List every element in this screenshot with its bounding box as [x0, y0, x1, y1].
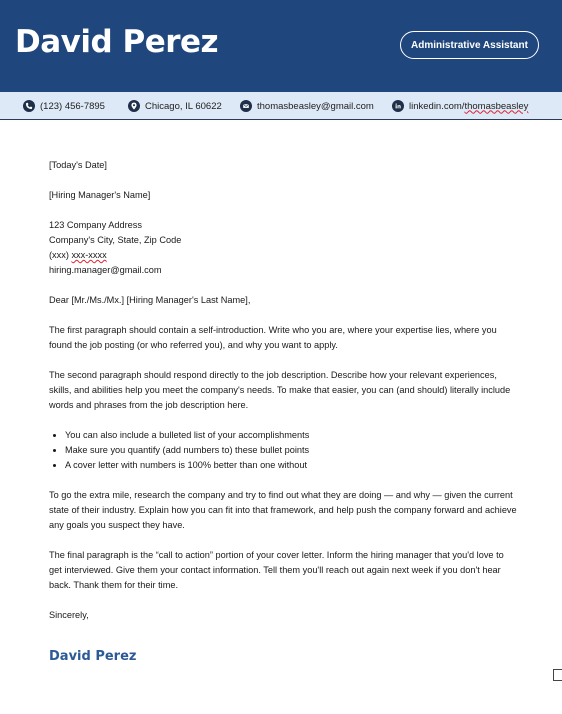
contact-phone-text: (123) 456-7895 [40, 100, 105, 112]
location-pin-icon [128, 100, 140, 112]
linkedin-icon [392, 100, 404, 112]
contact-phone [23, 98, 105, 114]
contact-bar [0, 92, 562, 120]
contact-location-text: Chicago, IL 60622 [145, 100, 222, 112]
letter-date: [Today's Date] [49, 160, 107, 170]
letter-paragraph-1: The first paragraph should contain a self-introduction. Write who you are, where your expertise lies, where you found the job posting (or who referred you), and why you want to apply. [49, 325, 497, 350]
list-item: • A cover letter with numbers is 100% better than one without [65, 458, 519, 473]
letter-closing: Sincerely, [49, 610, 89, 620]
email-icon [240, 100, 252, 112]
address-line-2: Company's City, State, Zip Code [49, 235, 182, 245]
company-phone-prefix: (xxx) [49, 250, 72, 260]
letter-paragraph-3: To go the extra mile, research the company and try to find out what they are doing — and why — given the current state of their industry. Explain how you can fit into that framework, and help push the company forward and achieve any goals you suspect they have. [49, 490, 517, 530]
accomplishment-list [49, 428, 519, 473]
letter-salutation: Dear [Mr./Ms./Mx.] [Hiring Manager's Last Name], [49, 295, 251, 305]
resume-header [0, 0, 562, 92]
company-phone-masked: xxx-xxxx [71, 250, 107, 260]
letter-paragraph-2: The second paragraph should respond directly to the job description. Describe how your relevant experiences, skills, and abilities help you meet the company's needs. To make that easier, you can (and should) literally include words and phrases from the job description here. [49, 370, 511, 410]
contact-linkedin[interactable] [392, 98, 528, 114]
letter-manager-name: [Hiring Manager's Name] [49, 190, 151, 200]
page-corner-marker [553, 669, 562, 681]
applicant-name: David Perez [15, 24, 219, 60]
company-address-block [49, 218, 519, 278]
address-line-1: 123 Company Address [49, 220, 142, 230]
contact-linkedin-handle[interactable]: thomasbeasley [464, 100, 529, 112]
signature-name: David Perez [49, 649, 137, 664]
list-item: • You can also include a bulleted list of your accomplishments [65, 428, 519, 443]
cover-letter-body [49, 158, 519, 638]
letter-paragraph-4: The final paragraph is the “call to action” portion of your cover letter. Inform the hiring manager that you'd love to get interviewed. Give them your contact information. Tell them you'll reach out again next week if you don't hear back. Thank them for their time. [49, 550, 504, 590]
contact-email[interactable] [240, 98, 374, 114]
company-phone [49, 248, 519, 263]
company-email: hiring.manager@gmail.com [49, 265, 162, 275]
job-title-badge: Administrative Assistant [400, 31, 539, 59]
list-item: • Make sure you quantify (add numbers to) these bullet points [65, 443, 519, 458]
phone-icon [23, 100, 35, 112]
contact-email-text[interactable]: thomasbeasley@gmail.com [257, 100, 374, 112]
contact-linkedin-prefix[interactable]: linkedin.com/ [409, 100, 465, 112]
contact-location [128, 98, 222, 114]
